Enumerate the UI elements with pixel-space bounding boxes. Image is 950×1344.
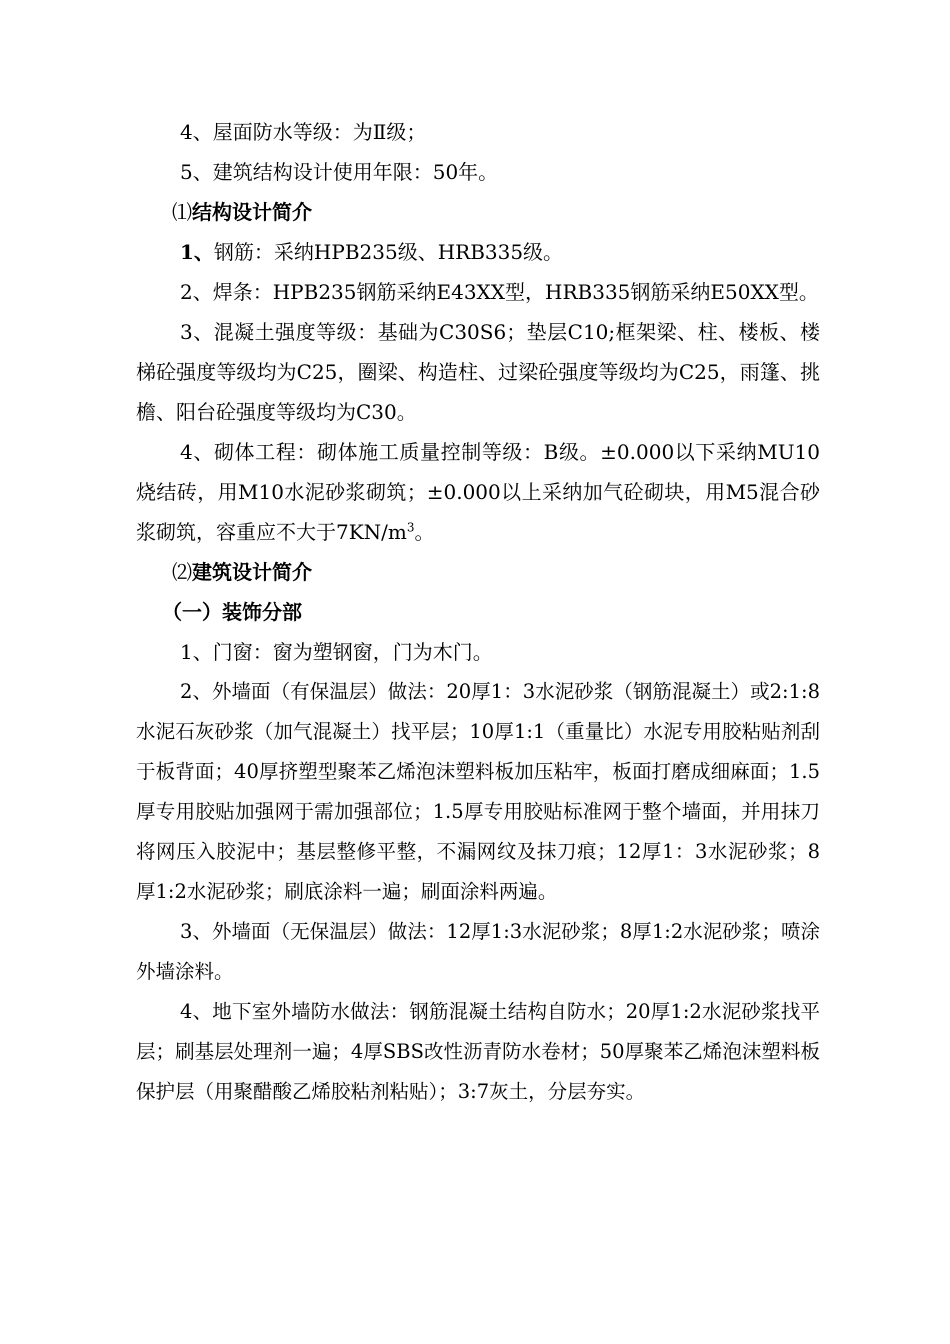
steel-paragraph <box>136 232 820 272</box>
architecture-heading-title: 建筑设计简介 <box>192 560 312 584</box>
masonry-text: 4、砌体工程：砌体施工质量控制等级：B级。±0.000以下采纳MU10烧结砖，用M10水泥砂浆砌筑；±0.000以上采纳加气砼砌块，用M5混合砂浆砌筑，容重应不大于7KN/m <box>136 440 820 544</box>
structure-heading <box>136 192 820 232</box>
welding-rod-paragraph: 2、焊条：HPB235钢筋采纳E43XX型，HRB335钢筋采纳E50XX型。 <box>180 280 819 304</box>
basement-waterproof-paragraph: 4、地下室外墙防水做法：钢筋混凝土结构自防水；20厚1:2水泥砂浆找平层；刷基层处理剂一遍；4厚SBS改性沥青防水卷材；50厚聚苯乙烯泡沫塑料板保护层（用聚醋酸乙烯胶粘剂粘贴）；3:7灰土，分层夯实。 <box>136 1000 820 1103</box>
doors-windows-paragraph: 1、门窗：窗为塑钢窗，门为木门。 <box>180 640 493 664</box>
steel-number: 1、 <box>180 240 214 264</box>
structure-heading-title: 结构设计简介 <box>192 200 312 224</box>
architecture-heading-mark: ⑵ <box>172 560 192 584</box>
masonry-end: 。 <box>414 520 435 544</box>
document-body <box>136 112 820 1112</box>
masonry-superscript: 3 <box>406 520 415 535</box>
steel-text: 钢筋：采纳HPB235级、HRB335级。 <box>213 240 564 264</box>
roof-waterproof-grade: 4、屋面防水等级：为Ⅱ级； <box>180 120 427 144</box>
insulated-wall-paragraph: 2、外墙面（有保温层）做法：20厚1：3水泥砂浆（钢筋混凝土）或2:1:8水泥石灰砂浆（加气混凝土）找平层；10厚1:1（重量比）水泥专用胶粘贴剂刮于板背面；40厚挤塑型聚苯乙烯泡沫塑料板加压粘牢，板面打磨成细麻面；1.5厚专用胶贴加强网于需加强部位；1.5厚专用胶贴标准网于整个墙面，并用抹刀将网压入胶泥中；基层整修平整，不漏网纹及抹刀痕；12厚1：3水泥砂浆；8厚1:2水泥砂浆；刷底涂料一遍；刷面涂料两遍。 <box>136 680 820 903</box>
structure-heading-mark: ⑴ <box>172 200 192 224</box>
design-service-life: 5、建筑结构设计使用年限：50年。 <box>180 160 499 184</box>
decoration-heading: （一）装饰分部 <box>162 600 302 624</box>
concrete-grade-paragraph: 3、混凝土强度等级：基础为C30S6；垫层C10;框架梁、柱、楼板、楼梯砼强度等级均为C25，圈梁、构造柱、过梁砼强度等级均为C25，雨篷、挑檐、阳台砼强度等级均为C30。 <box>136 320 820 424</box>
architecture-heading <box>136 552 820 592</box>
plain-wall-paragraph: 3、外墙面（无保温层）做法：12厚1:3水泥砂浆；8厚1:2水泥砂浆；喷涂外墙涂料。 <box>136 920 820 983</box>
masonry-paragraph <box>136 432 820 552</box>
